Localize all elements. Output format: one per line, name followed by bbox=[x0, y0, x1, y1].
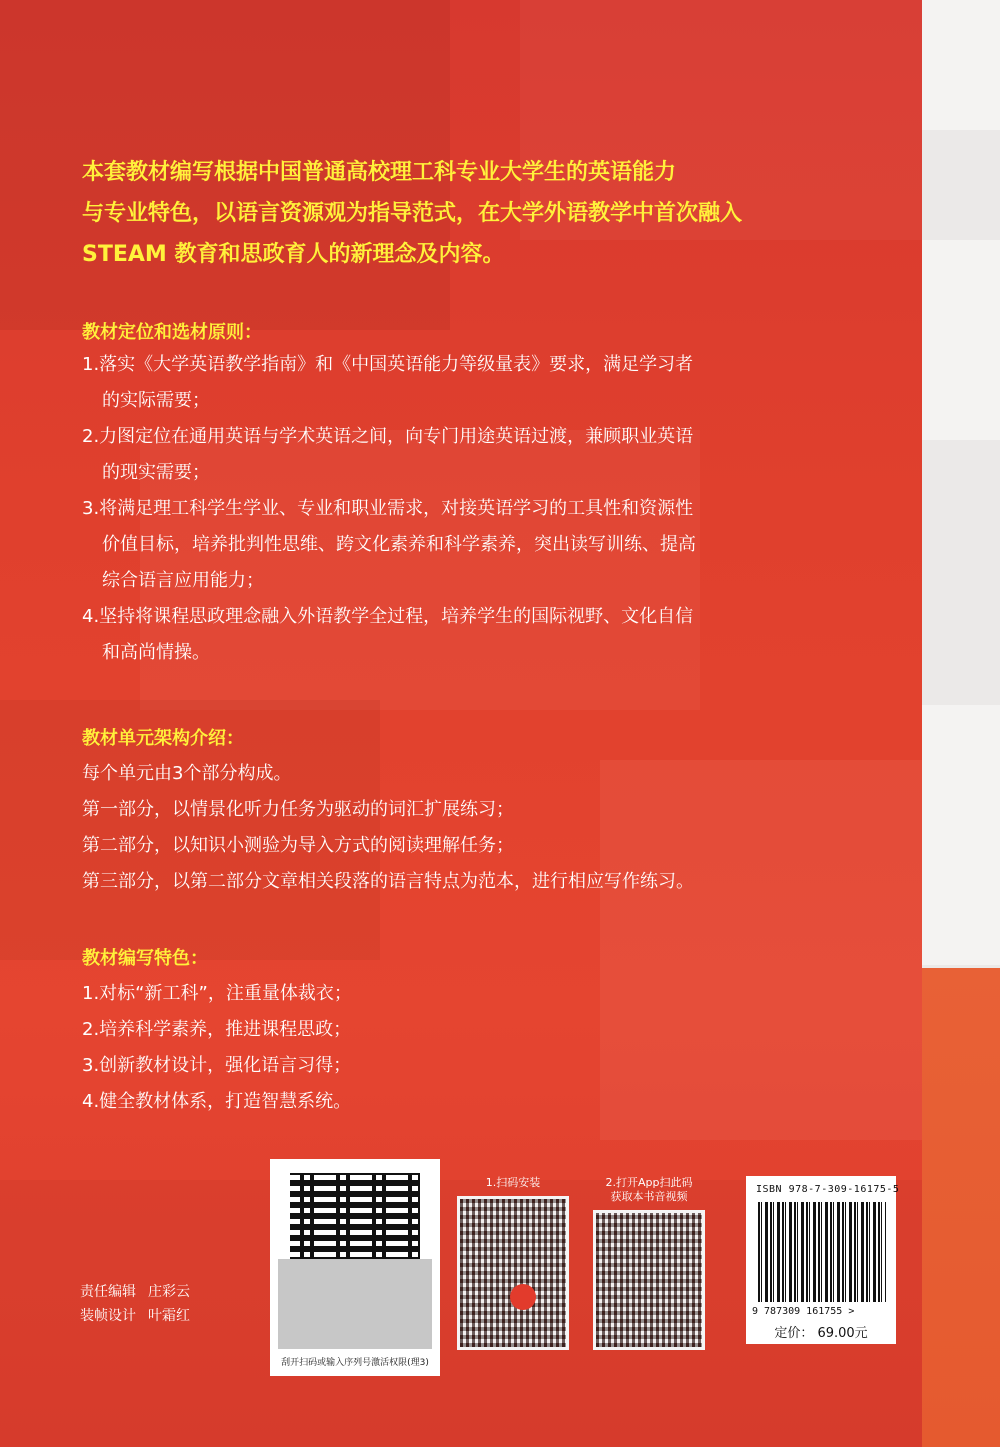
scratch-off-area[interactable] bbox=[278, 1259, 432, 1349]
list-item: 1.落实《大学英语教学指南》和《中国英语能力等级量表》要求，满足学习者 bbox=[82, 354, 694, 375]
list-item: 3.将满足理工科学生学业、专业和职业需求，对接英语学习的工具性和资源性 bbox=[82, 498, 694, 519]
credit-value: 叶霜红 bbox=[148, 1308, 190, 1324]
barcode-digits: 9 787309 161755 > bbox=[752, 1306, 855, 1317]
intro-line: 与专业特色，以语言资源观为指导范式，在大学外语教学中首次融入 bbox=[82, 201, 743, 226]
activation-sticker bbox=[270, 1159, 440, 1376]
isbn-text: ISBN 978-7-309-16175-5 bbox=[756, 1184, 900, 1195]
sticker-caption: 刮开扫码或输入序列号激活权限(理3) bbox=[281, 1358, 429, 1368]
activation-qr-code[interactable] bbox=[290, 1173, 420, 1263]
install-qr-code[interactable] bbox=[457, 1196, 569, 1350]
strip-orange bbox=[922, 968, 1000, 1447]
credit-label: 装帧设计 bbox=[80, 1308, 136, 1324]
list-item: 每个单元由3个部分构成。 bbox=[82, 763, 292, 784]
features-title: 教材编写特色： bbox=[82, 948, 208, 969]
credits bbox=[80, 1280, 190, 1328]
list-item: 第一部分，以情景化听力任务为驱动的词汇扩展练习； bbox=[82, 799, 514, 820]
intro-line: STEAM 教育和思政育人的新理念及内容。 bbox=[82, 242, 505, 267]
list-item: 1.对标“新工科”，注重量体裁衣； bbox=[82, 983, 352, 1004]
list-item: 4.坚持将课程思政理念融入外语教学全过程，培养学生的国际视野、文化自信 bbox=[82, 606, 694, 627]
credit-design bbox=[80, 1304, 190, 1328]
credit-editor bbox=[80, 1280, 190, 1304]
list-item: 2.力图定位在通用英语与学术英语之间，向专门用途英语过渡，兼顾职业英语 bbox=[82, 426, 694, 447]
structure-title: 教材单元架构介绍： bbox=[82, 728, 244, 749]
positioning-title: 教材定位和选材原则： bbox=[82, 322, 262, 343]
structure-list bbox=[82, 756, 694, 900]
list-item-cont: 的实际需要； bbox=[102, 390, 210, 411]
features-list bbox=[82, 976, 352, 1120]
isbn-barcode-label bbox=[746, 1176, 900, 1344]
strip-segment bbox=[922, 240, 1000, 440]
app-qr-label-2: 获取本书音视频 bbox=[610, 1190, 688, 1203]
app-qr-block bbox=[586, 1176, 712, 1350]
install-qr-label: 1.扫码安装 bbox=[485, 1176, 541, 1189]
list-item: 3.创新教材设计，强化语言习得； bbox=[82, 1055, 352, 1076]
app-qr-code[interactable] bbox=[593, 1210, 705, 1350]
intro-line: 本套教材编写根据中国普通高校理工科专业大学生的英语能力 bbox=[82, 160, 677, 185]
list-item: 2.培养科学素养，推进课程思政； bbox=[82, 1019, 352, 1040]
install-qr-block bbox=[450, 1176, 576, 1350]
credit-value: 庄彩云 bbox=[148, 1284, 190, 1300]
list-item: 第三部分，以第二部分文章相关段落的语言特点为范本，进行相应写作练习。 bbox=[82, 871, 694, 892]
positioning-list bbox=[82, 347, 696, 671]
strip-segment bbox=[922, 705, 1000, 965]
credit-label: 责任编辑 bbox=[80, 1284, 136, 1300]
right-edge-strip bbox=[922, 0, 1000, 1447]
price-text: 定价： 69.00元 bbox=[774, 1326, 868, 1341]
list-item: 4.健全教材体系，打造智慧系统。 bbox=[82, 1091, 352, 1112]
list-item-cont: 价值目标，培养批判性思维、跨文化素养和科学素养，突出读写训练、提高 bbox=[102, 534, 696, 555]
intro-paragraph bbox=[82, 152, 822, 275]
list-item-cont: 和高尚情操。 bbox=[102, 642, 210, 663]
app-qr-label-1: 2.打开App扫此码 bbox=[605, 1176, 693, 1189]
strip-segment bbox=[922, 0, 1000, 130]
list-item-cont: 的现实需要； bbox=[102, 462, 210, 483]
app-logo-icon bbox=[510, 1284, 536, 1310]
list-item-cont: 综合语言应用能力； bbox=[102, 570, 264, 591]
barcode-bars bbox=[758, 1202, 886, 1302]
list-item: 第二部分，以知识小测验为导入方式的阅读理解任务； bbox=[82, 835, 514, 856]
